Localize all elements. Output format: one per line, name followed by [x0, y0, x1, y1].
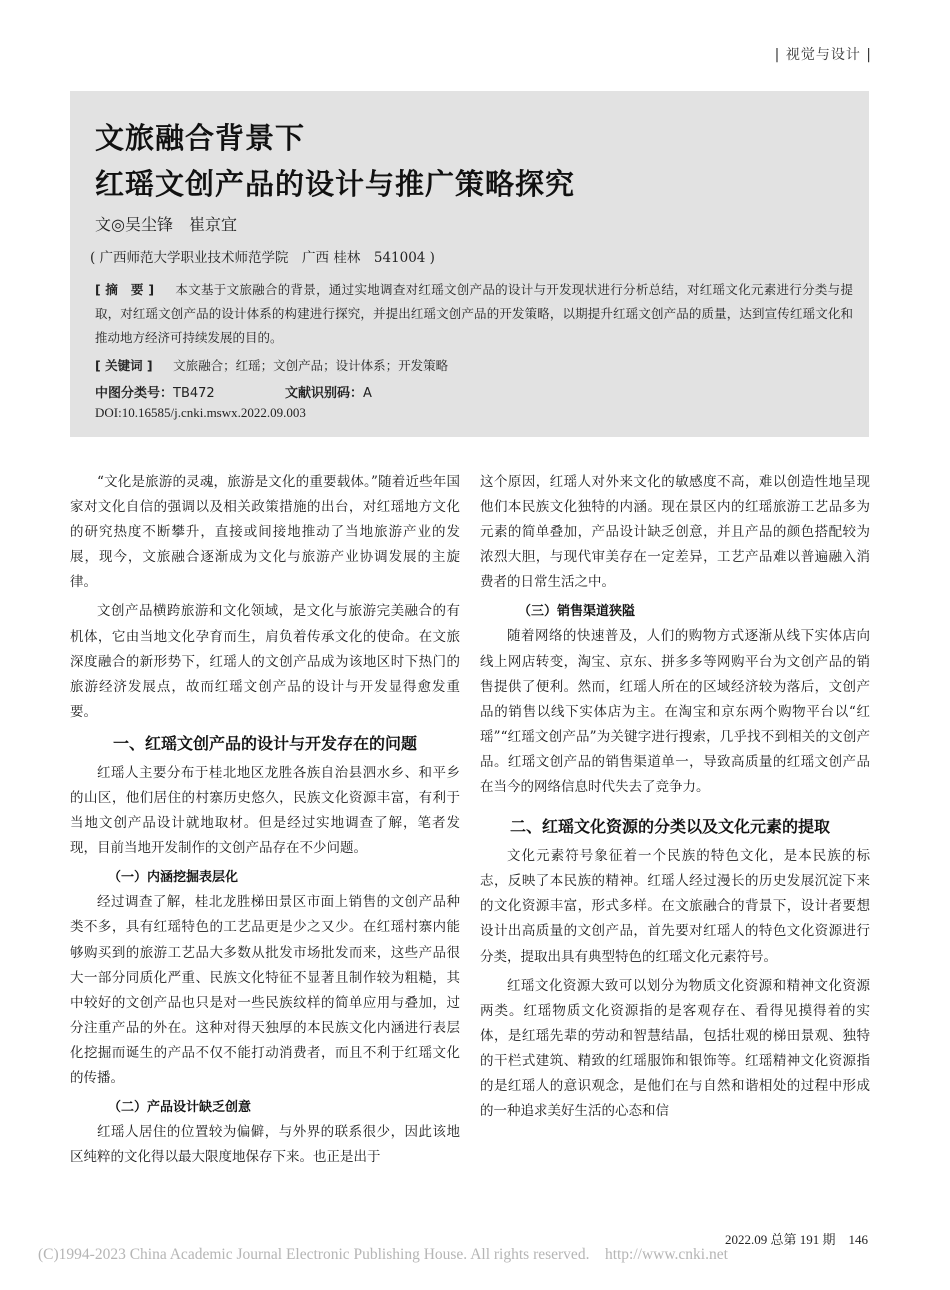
copyright-watermark: (C)1994-2023 China Academic Journal Electronic Publishing House. All rights reserved. http://www.cnki.net: [38, 1246, 728, 1263]
abstract-label: [ 摘 要 ]: [95, 282, 155, 297]
section-heading-1: 一、红瑶文创产品的设计与开发存在的问题: [112, 733, 417, 753]
subsection-heading: （一）内涵挖掘表层化: [108, 870, 239, 886]
paragraph: 随着网络的快速普及，人们的购物方式逐渐从线下实体店向线上网店转变，淘宝、京东、拼多多等网购平台为文创产品的销售提供了便利。然而，红瑶人所在的区域经济较为落后，文创产品的销售以线下实体店为主。在淘宝和京东两个购物平台以“红瑶”“红瑶文创产品”为关键字进行搜索，几乎找不到相关的文创产品。红瑶文创产品的销售渠道单一，导致高质量的红瑶文创产品在当今的网络信息时代失去了竞争力。: [480, 628, 870, 796]
clc-label: 中图分类号：: [95, 386, 174, 401]
keywords-block: [95, 356, 448, 374]
abstract-text: 本文基于文旅融合的背景，通过实地调查对红瑶文创产品的设计与开发现状进行分析总结，对红瑶文化元素进行分类与提取，对红瑶文创产品的设计体系的构建进行探究，并提出红瑶文创产品的开发策略，以期提升红瑶文创产品的质量，达到宣传红瑶文化和推动地方经济可持续发展的目的。: [95, 282, 853, 345]
abstract-block: [95, 278, 853, 350]
paragraph: 红瑶人主要分布于桂北地区龙胜各族自治县泗水乡、和平乡的山区，他们居住的村寨历史悠久，民族文化资源丰富，有利于当地文创产品设计就地取材。但是经过实地调查了解，笔者发现，目前当地开发制作的文创产品存在不少问题。: [70, 764, 460, 857]
paragraph: 经过调查了解，桂北龙胜梯田景区市面上销售的文创产品种类不多，具有红瑶特色的工艺品更是少之又少。在红瑶村寨内能够购买到的旅游工艺品大多数从批发市场批发而来，这些产品很大一部分同质化严重、民族文化特征不显著且制作较为粗糙，其中较好的文创产品也只是对一些民族纹样的简单应用与叠加，过分注重产品的外在。这种对得天独厚的本民族文化内涵进行表层化挖掘而诞生的产品不仅不能打动消费者，而且不利于红瑶文化的传播。: [70, 894, 460, 1086]
doc-code-value: A: [363, 386, 372, 401]
paragraph: 红瑶人居住的位置较为偏僻，与外界的联系很少，因此该地区纯粹的文化得以最大限度地保存下来。也正是出于: [70, 1124, 460, 1166]
doi: DOI:10.16585/j.cnki.mswx.2022.09.003: [95, 405, 306, 420]
paragraph: 红瑶文化资源大致可以划分为物质文化资源和精神文化资源两类。红瑶物质文化资源指的是客观存在、看得见摸得着的实体，是红瑶先辈的劳动和智慧结晶，包括壮观的梯田景观、独特的干栏式建筑、精致的红瑶服饰和银饰等。红瑶精神文化资源指的是红瑶人的意识观念，是他们在与自然和谐相处的过程中形成的一种追求美好生活的心态和信: [480, 977, 870, 1120]
paragraph: “文化是旅游的灵魂，旅游是文化的重要载体。”随着近些年国家对文化自信的强调以及相关政策措施的出台，对红瑶地方文化的研究热度不断攀升，直接或间接地推动了当地旅游产业的发展，现今，文旅融合逐渐成为文化与旅游产业协调发展的主旋律。: [70, 474, 460, 591]
paragraph: 文化元素符号象征着一个民族的特色文化，是本民族的标志，反映了本民族的精神。红瑶人经过漫长的历史发展沉淀下来的文化资源丰富，形式多样。在文旅融合的背景下，设计者要想设计出高质量的文创产品，首先要对红瑶人的特色文化资源进行分类，提取出具有典型特色的红瑶文化元素符号。: [480, 848, 870, 965]
section-heading-2: 二、红瑶文化资源的分类以及文化元素的提取: [510, 817, 831, 837]
article-title-line-2: 红瑶文创产品的设计与推广策略探究: [95, 167, 576, 201]
article-title-line-1: 文旅融合背景下: [95, 121, 306, 155]
paragraph: 文创产品横跨旅游和文化领域，是文化与旅游完美融合的有机体，它由当地文化孕育而生，肩负着传承文化的使命。在文旅深度融合的新形势下，红瑶人的文创产品成为该地区时下热门的旅游经济发展点，故而红瑶文创产品的设计与开发显得愈发重要。: [70, 603, 460, 720]
doc-code-label: 文献识别码：: [284, 386, 363, 401]
body-right-column: [480, 470, 870, 1128]
article-authors: 文◎吴尘锋 崔京宜: [95, 215, 237, 234]
subsection-heading: （三）销售渠道狭隘: [518, 604, 636, 620]
keywords-label: [ 关键词 ]: [95, 358, 153, 373]
clc-value: TB472: [173, 386, 215, 401]
page-footer-issue: 2022.09 总第 191 期 146: [724, 1232, 868, 1247]
journal-section-tag: | 视觉与设计 |: [774, 47, 872, 63]
subsection-heading: （二）产品设计缺乏创意: [108, 1100, 252, 1116]
keywords-text: 文旅融合；红瑶；文创产品；设计体系；开发策略: [173, 358, 449, 373]
body-left-column: [70, 470, 460, 1174]
classification-line: [95, 382, 372, 401]
paragraph: 这个原因，红瑶人对外来文化的敏感度不高，难以创造性地呈现他们本民族文化独特的内涵。现在景区内的红瑶旅游工艺品多为元素的简单叠加，产品设计缺乏创意，并且产品的颜色搭配较为浓烈大胆，与现代审美存在一定差异，工艺产品难以普遍融入消费者的日常生活之中。: [480, 474, 870, 591]
author-affiliation: ( 广西师范大学职业技术师范学院 广西 桂林 541004 ): [90, 250, 435, 266]
